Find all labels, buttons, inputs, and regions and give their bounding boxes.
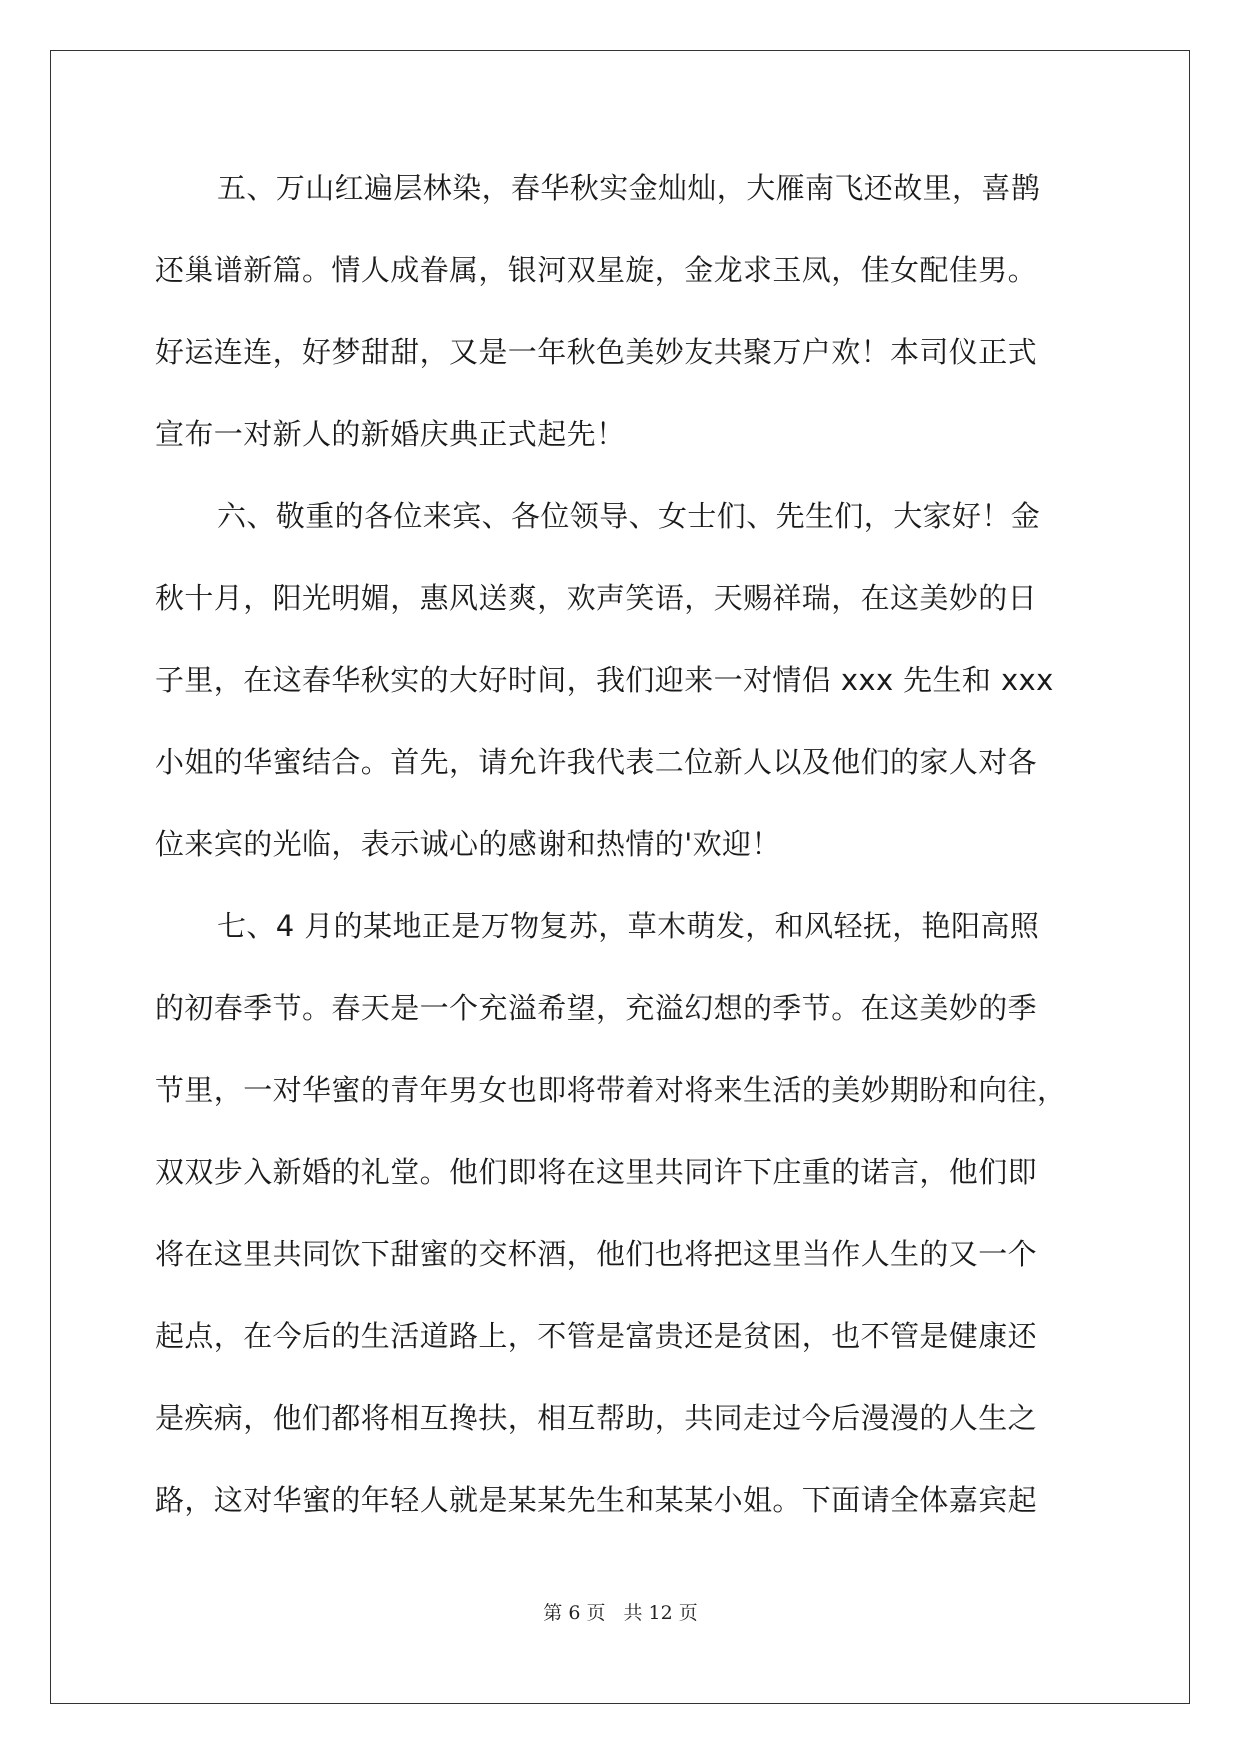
text-line: 子里，在这春华秋实的大好时间，我们迎来一对情侣 xxx 先生和 xxx xyxy=(155,663,1054,697)
document-body xyxy=(155,163,1095,1557)
text-line: 七、4 月的某地正是万物复苏，草木萌发，和风轻抚，艳阳高照 xyxy=(217,909,1040,943)
text-line: 六、敬重的各位来宾、各位领导、女士们、先生们，大家好！金 xyxy=(217,499,1041,533)
page-footer xyxy=(0,1598,1241,1625)
text-line: 位来宾的光临，表示诚心的感谢和热情的'欢迎！ xyxy=(155,827,781,861)
text-line: 的初春季节。春天是一个充溢希望，充溢幻想的季节。在这美妙的季 xyxy=(155,991,1038,1025)
page-total: 共 12 页 xyxy=(623,1602,698,1624)
text-line: 宣布一对新人的新婚庆典正式起先！ xyxy=(155,417,626,451)
text-line: 将在这里共同饮下甜蜜的交杯酒，他们也将把这里当作人生的又一个 xyxy=(155,1237,1038,1271)
text-line: 还巢谱新篇。情人成眷属，银河双星旋，金龙求玉凤，佳女配佳男。 xyxy=(155,253,1038,287)
text-line: 双双步入新婚的礼堂。他们即将在这里共同许下庄重的诺言，他们即 xyxy=(155,1155,1038,1189)
text-line: 是疾病，他们都将相互搀扶，相互帮助，共同走过今后漫漫的人生之 xyxy=(155,1401,1038,1435)
text-line: 起点，在今后的生活道路上，不管是富贵还是贫困，也不管是健康还 xyxy=(155,1319,1038,1353)
text-line: 小姐的华蜜结合。首先，请允许我代表二位新人以及他们的家人对各 xyxy=(155,745,1038,779)
text-line: 路，这对华蜜的年轻人就是某某先生和某某小姐。下面请全体嘉宾起 xyxy=(155,1483,1038,1517)
text-line: 好运连连，好梦甜甜，又是一年秋色美妙友共聚万户欢！本司仪正式 xyxy=(155,335,1038,369)
text-line: 五、万山红遍层林染，春华秋实金灿灿，大雁南飞还故里，喜鹊 xyxy=(217,171,1041,205)
page-number: 第 6 页 xyxy=(543,1602,606,1624)
text-line: 秋十月，阳光明媚，惠风送爽，欢声笑语，天赐祥瑞，在这美妙的日 xyxy=(155,581,1038,615)
text-line: 节里，一对华蜜的青年男女也即将带着对将来生活的美妙期盼和向往， xyxy=(155,1073,1067,1107)
